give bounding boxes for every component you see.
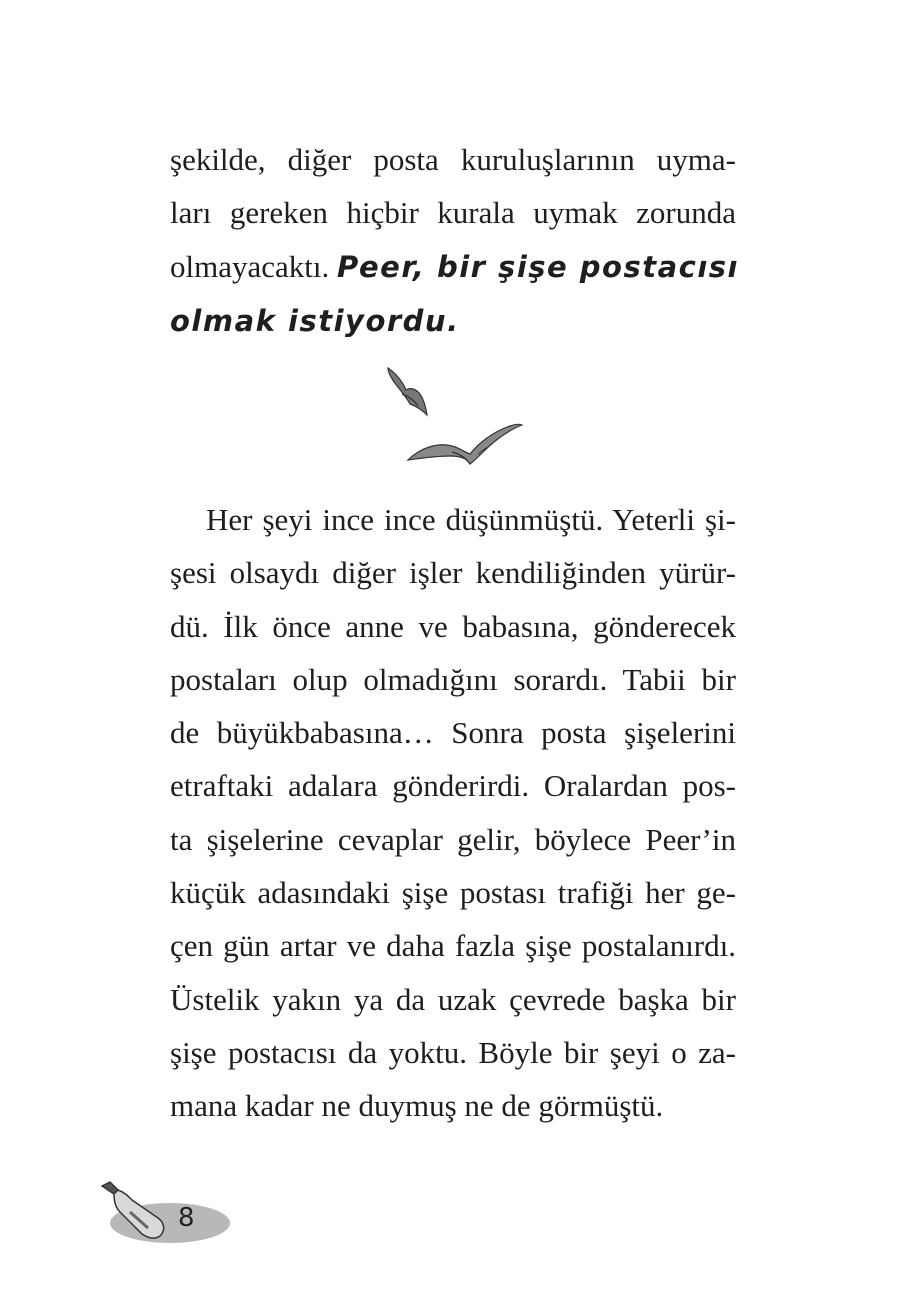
bird-large-icon [408,424,522,464]
text-line: dü. İlk önce anne ve babasına, gönderecek [170,608,736,644]
handwritten-text: Peer, bir şişe postacısı [337,249,739,284]
bird-small-icon [388,368,427,415]
text-plain: olmayacaktı. [170,248,337,284]
seagulls-illustration [380,360,540,475]
intro-text [170,133,739,348]
text-line: şesi olsaydı diğer işler kendiliğinden yürür- [170,555,736,591]
text-line: postaları olup olmadığını sorardı. Tabii bir [170,661,736,697]
text-line-mixed [170,240,739,294]
message-in-bottle-icon [88,1178,238,1248]
text-line: ları gereken hiçbir kurala uymak zorunda [170,195,736,231]
text-line: şekilde, diğer posta kuruluşlarının uyma- [170,142,736,177]
text-line: ta şişelerine cevaplar gelir, böylece Peer’in [170,821,736,857]
text-line: küçük adasındaki şişe postası trafiği her ge- [170,875,736,911]
text-line: çen gün artar ve daha fazla şişe postalanırdı. [170,928,736,964]
text-line: Üstelik yakın ya da uzak çevrede başka bir [170,981,736,1017]
text-line: mana kadar ne duymuş ne de görmüştü. [170,1088,664,1124]
text-line-hand [170,294,736,348]
text-line: Her şeyi ince ince düşünmüştü. Yeterli şi- [206,502,736,537]
page-number: 8 [178,1203,195,1233]
handwritten-text: olmak istiyordu. [170,303,460,338]
text-line: etraftaki adalara gönderirdi. Oralardan pos- [170,768,736,804]
text-line: de büyükbabasına… Sonra posta şişelerini [170,715,736,751]
text-line: şişe postacısı da yoktu. Böyle bir şeyi o za- [170,1034,736,1070]
main-paragraph [170,493,736,1133]
